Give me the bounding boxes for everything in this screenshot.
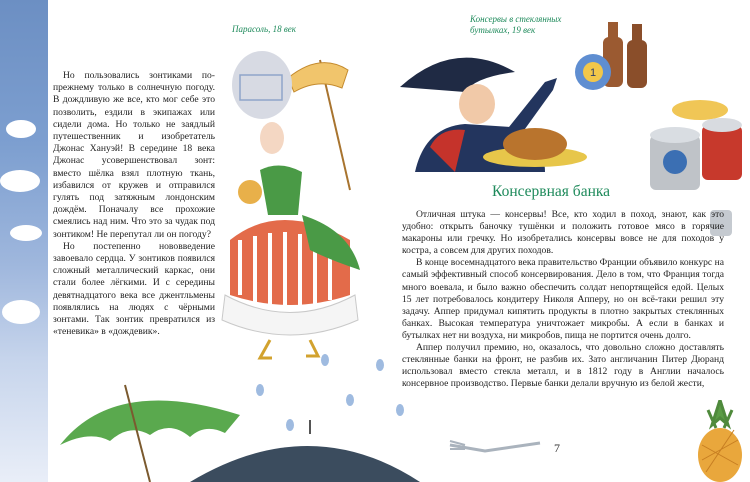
cans-caption: Консервы в стеклянных бутылках, 19 век: [470, 14, 562, 35]
pineapple-illustration: [690, 400, 750, 482]
left-column-text: [53, 70, 215, 338]
parasol-caption: Парасоль, 18 век: [232, 24, 296, 34]
right-paragraph-3: Аппер получил премию, но, оказалось, что довольно сложно доставлять стеклянные банки на фронт, не разбив их. Зато англичанин Питер Дюранд использовал вместо стекла металл, и в 1812 году в Англии началось консервное производство. Первые банки делали вручную из белой жести,: [402, 342, 724, 390]
sky-watercolor: [0, 0, 48, 482]
left-paragraph-1: Но пользовались зонтиками по-прежнему только в солнечную погоду. В дождливую же все, кто мог себе это позволить, ездили в экипажах или сидели дома. Но только не заядлый путешественник и изобретатель Джонас Хануэй! В середине 18 века Джонас усовершенствовал зонт: вместо шёлка взял плотную ткань, избавился от кружев и отправился гулять под затяжным лондонским дождём. Поначалу все прохожие смеялись над ним. Что это за чудак под зонтиком! Не перепутал ли он погоду?: [53, 70, 215, 240]
page-number: 7: [554, 441, 560, 455]
right-column-text: [402, 209, 724, 390]
cloud-shape: [10, 225, 42, 241]
right-paragraph-1: Отличная штука — консервы! Все, кто ходил в поход, знают, как это удобно: открыть баночку тушёнки и положить готовое мясо в горячие макароны или гречку. Но изобретались консервы вовсе не для походов у костра, а совсем для других походов.: [402, 209, 724, 257]
rain-drops-illustration: [230, 330, 420, 440]
cloud-shape: [0, 170, 40, 192]
cloud-shape: [6, 120, 36, 138]
cloud-shape: [2, 300, 40, 324]
left-paragraph-2: Но постепенно нововведение завоевало сердца. У зонтиков появился сложный металлический каркас, они стали более лёгкими. И с середины девятнадцатого века все джентльмены появлялись на людях с чёрными зонтами. Так зонтик превратился из «теневика» в «дождевик».: [53, 240, 215, 338]
right-paragraph-2: В конце восемнадцатого века правительство Франции объявило конкурс на самый эффективный способ консервирования. Дело в том, что Франция тогда много воевала, и было важно обеспечить солдат непортящейся едой. Целых 15 лет потребовалось кондитеру Николя Апперу, но он всё-таки решил эту задачу. Аппер придумал кипятить продукты в плотно закрытых стеклянных банках. Высокая температура уничтожает микробы. А если в банках и бутылках нет ни воздуха, ни микробов, пища не портится очень долго.: [402, 257, 724, 341]
fork-illustration: [445, 425, 545, 465]
lady-with-parasol-illustration: [210, 40, 370, 370]
svg-text:1: 1: [589, 67, 597, 79]
section-heading: Консервная банка: [492, 183, 611, 200]
